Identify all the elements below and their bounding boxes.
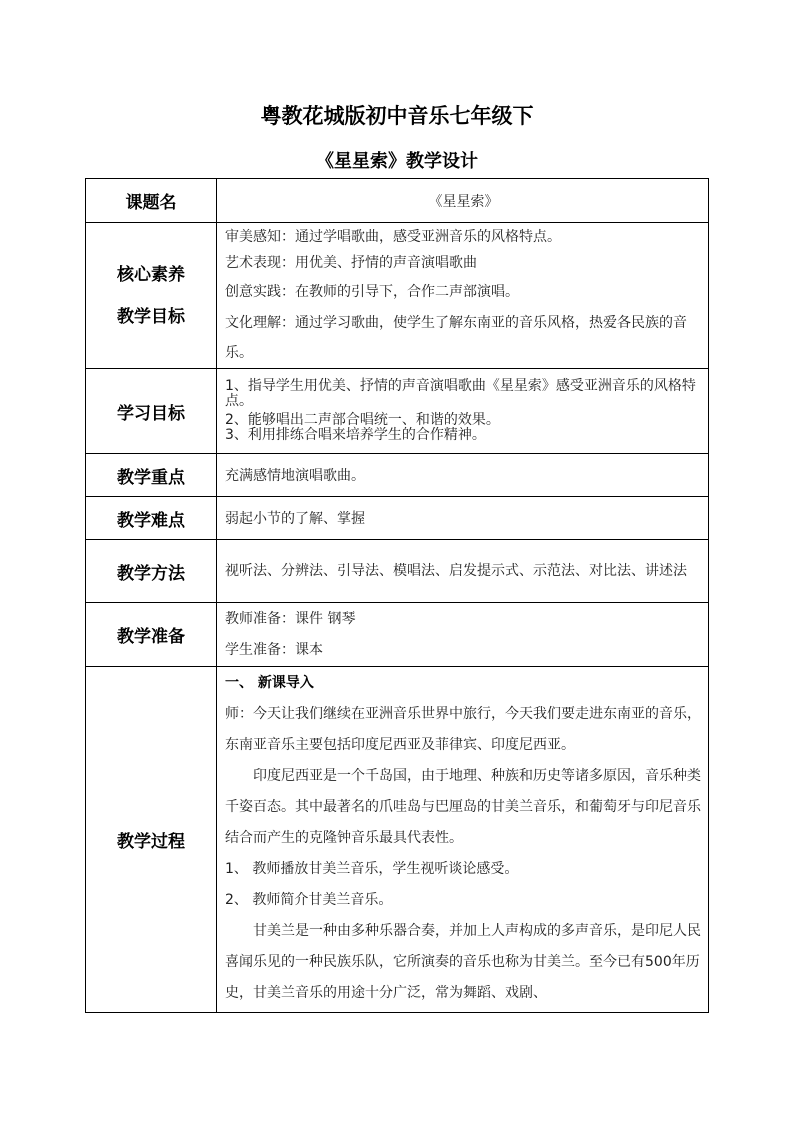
document-title: 粤教花城版初中音乐七年级下 — [260, 104, 534, 128]
learning-goals — [217, 369, 709, 454]
lesson-plan-table — [85, 178, 709, 1013]
table-row-difficulty — [86, 497, 709, 540]
row-label-core-line2: 教学目标 — [117, 306, 185, 327]
table-row-methods — [86, 540, 709, 603]
document-subtitle: 《星星索》教学设计 — [316, 151, 478, 172]
difficulty-value: 弱起小节的了解、掌握 — [217, 497, 709, 540]
prep-value — [217, 603, 709, 667]
learning-goal-item: 3、利用排练合唱来培养学生的合作精神。 — [225, 427, 486, 443]
core-goals — [217, 223, 709, 369]
row-label-core-line1: 核心素养 — [117, 264, 185, 285]
table-row-topic — [86, 179, 709, 223]
learning-goal-item: 2、能够唱出二声部合唱统一、和谐的效果。 — [225, 412, 500, 428]
process-step: 2、 教师简介甘美兰音乐。 — [225, 892, 393, 908]
core-goal-item: 文化理解：通过学习歌曲，使学生了解东南亚的音乐风格，热爱各民族的音乐。 — [225, 314, 687, 361]
process-step: 1、 教师播放甘美兰音乐，学生视听谈论感受。 — [225, 861, 519, 877]
prep-teacher: 教师准备：课件 钢琴 — [225, 610, 356, 627]
core-goal-item: 艺术表现：用优美、抒情的声音演唱歌曲 — [225, 254, 477, 271]
topic-value: 《星星索》 — [217, 179, 709, 223]
learning-goal-item: 1、指导学生用优美、抒情的声音演唱歌曲《星星索》感受亚洲音乐的风格特点。 — [225, 378, 696, 409]
row-label-key: 教学重点 — [86, 454, 217, 497]
row-label-topic: 课题名 — [86, 179, 217, 223]
table-row-core — [86, 223, 709, 369]
table-row-learning — [86, 369, 709, 454]
core-goal-item: 审美感知：通过学唱歌曲，感受亚洲音乐的风格特点。 — [225, 228, 561, 245]
process-paragraph: 甘美兰是一种由多种乐器合奏，并加上人声构成的多声音乐，是印尼人民喜闻乐见的一种民族乐队，它所演奏的音乐也称为甘美兰。至今已有500年历史，甘美兰音乐的用途十分广泛，常为舞蹈、戏剧、 — [225, 923, 701, 1001]
core-goal-item: 创意实践：在教师的引导下，合作二声部演唱。 — [225, 283, 519, 300]
methods-value: 视听法、分辨法、引导法、模唱法、启发提示式、示范法、对比法、讲述法 — [217, 540, 709, 603]
table-row-prep — [86, 603, 709, 667]
key-value: 充满感情地演唱歌曲。 — [217, 454, 709, 497]
process-paragraph: 师：今天让我们继续在亚洲音乐世界中旅行，今天我们要走进东南亚的音乐，东南亚音乐主要包括印度尼西亚及菲律宾、印度尼西亚。 — [225, 706, 701, 753]
table-row-process — [86, 667, 709, 1013]
process-heading: 一、 新课导入 — [225, 675, 314, 691]
row-label-process: 教学过程 — [86, 667, 217, 1013]
row-label-learning: 学习目标 — [86, 369, 217, 454]
process-paragraph: 印度尼西亚是一个千岛国，由于地理、种族和历史等诸多原因，音乐种类千姿百态。其中最著名的爪哇岛与巴厘岛的甘美兰音乐，和葡萄牙与印尼音乐结合而产生的克隆钟音乐最具代表性。 — [225, 768, 701, 846]
row-label-methods: 教学方法 — [86, 540, 217, 603]
row-label-prep: 教学准备 — [86, 603, 217, 667]
process-content — [217, 667, 709, 1013]
prep-student: 学生准备：课本 — [225, 641, 323, 658]
row-label-core — [86, 223, 217, 369]
row-label-difficulty: 教学难点 — [86, 497, 217, 540]
table-row-key — [86, 454, 709, 497]
